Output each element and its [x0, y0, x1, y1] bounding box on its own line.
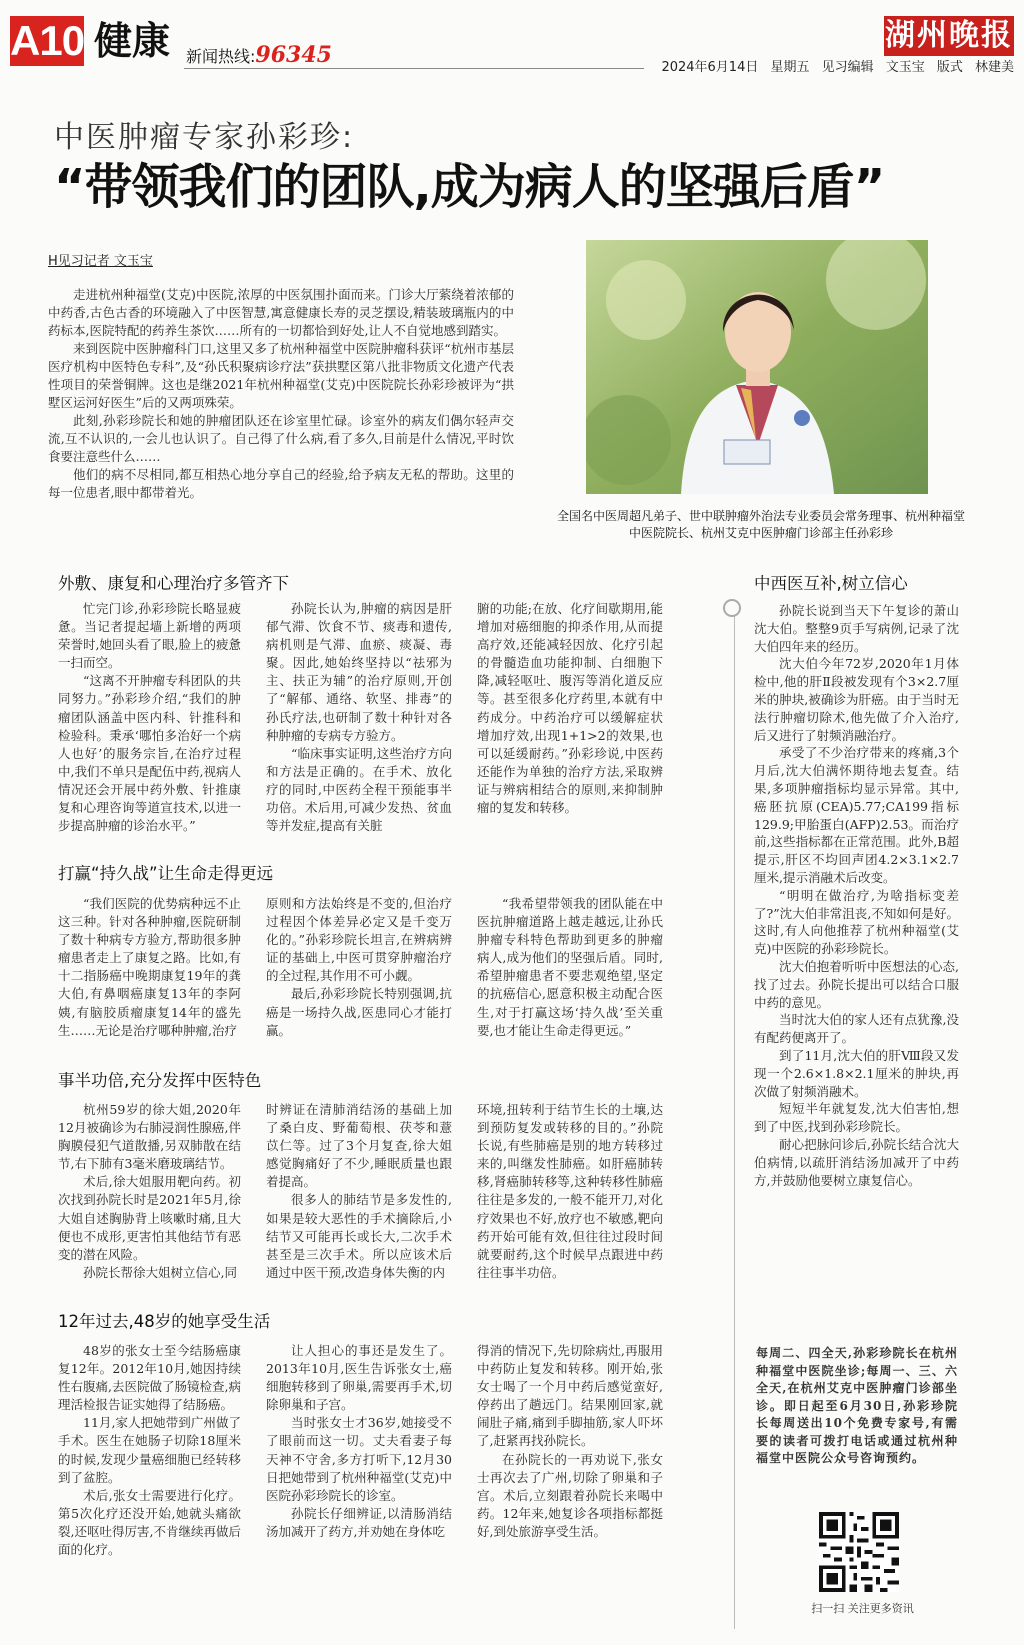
paragraph: 环境,扭转利于结节生长的土壤,达到预防复发或转移的目的。”孙院长说,有些肺癌是别的地方转移过来的,叫继发性肺癌。如肝癌肺转移,肾癌肺转移等,这种转移性肺癌往往是多发的,一般不能开刀,对化疗效果也不好,放疗也不敏感,靶向药开始可能有效,但往往过段时间就要耐药,这个时候早点跟进中药往往事半功倍。 [477, 1102, 663, 1280]
paragraph: 承受了不少治疗带来的疼痛,3个月后,沈大伯满怀期待地去复查。结果,多项肿瘤指标均显示异常。其中,癌胚抗原(CEA)5.77;CA199指标129.9;甲胎蛋白(AFP)2.53。而治疗前,这些指标都在正常范围。此外,B超提示,肝区不均回声团4.2×3.1×2.7厘米,提示消融术后改变。 [754, 745, 959, 885]
paragraph: “这离不开肿瘤专科团队的共同努力。”孙彩珍介绍,“我们的肿瘤团队涵盖中医内科、针推科和检验科。秉承‘哪怕多治好一个病人也好’的服务宗旨,在治疗过程中,我们不单只是配伍中药,视病人情况还会开展中药外敷、针推康复和心理咨询等道宣技术,以进一步提高肿瘤的诊治水平。” [58, 673, 241, 834]
paragraph: 沈大伯今年72岁,2020年1月体检中,他的肝Ⅱ段被发现有个3×2.7厘米的肿块,被确诊为肝癌。由于当时无法行肿瘤切除术,他先做了介入治疗,后又进行了射频消融治疗。 [754, 656, 959, 743]
page-number-tag: A10 [10, 17, 85, 64]
article-column [58, 600, 241, 835]
divider-circle-icon [723, 599, 741, 617]
paragraph: 孙院长说到当天下午复诊的萧山沈大伯。整整9页手写病例,记录了沈大伯四年来的经历。 [754, 603, 959, 654]
paragraph: 术后,徐大姐服用靶向药。初次找到孙院长时是2021年5月,徐大姐自述胸胁背上咳嗽时痛,且大便也不成形,更害怕其他结节有恶变的潜在风险。 [58, 1174, 241, 1262]
paragraph: 术后,张女士需要进行化疗。第5次化疗还没开始,她就头痛欲裂,还呕吐得厉害,不肯继续再做后面的化疗。 [58, 1487, 241, 1558]
sidebar-heading: 中西医互补,树立信心 [754, 574, 908, 593]
portrait-illustration [586, 240, 928, 494]
paragraph: 沈大伯抱着听听中医想法的心态,找了过去。孙院长提出可以结合口服中药的意见。 [754, 958, 959, 1010]
paragraph: 很多人的肺结节是多发性的,如果是较大恶性的手术摘除后,小结节又可能再长或长大,二次手术甚至是三次手术。所以应该术后通过中医干预,改造身体失衡的内 [266, 1192, 452, 1280]
paragraph: “我们医院的优势病种远不止这三种。针对各种肿瘤,医院研制了数十种病专方验方,帮助很多肿瘤患者走上了康复之路。比如,有十二指肠癌中晚期康复19年的龚大伯,有鼻咽癌康复13年的李阿姨,有脑胶质瘤康复14年的盛先生……无论是治疗哪种肿瘤,治疗 [58, 896, 241, 1038]
lead-paragraph: 此刻,孙彩珍院长和她的肿瘤团队还在诊室里忙碌。诊室外的病友们偶尔轻声交流,互不认识的,一会儿也认识了。自己得了什么病,看了多久,目前是什么情况,平时饮食要注意些什么…… [48, 413, 514, 464]
paragraph: 到了11月,沈大伯的肝Ⅷ段又发现一个2.6×1.8×2.1厘米的肿块,再次做了射频消融术。 [754, 1047, 959, 1099]
byline: H见习记者 文玉宝 [48, 254, 153, 269]
headline-kicker: 中医肿瘤专家孙彩珍: [54, 120, 355, 155]
paragraph: 短短半年就复发,沈大伯害怕,想到了中医,找到孙彩珍院长。 [754, 1101, 959, 1135]
article-column [58, 1101, 241, 1282]
article-column [477, 1342, 663, 1541]
hotline-number: 96345 [255, 42, 332, 68]
article-column [477, 1101, 663, 1282]
article-column [266, 1101, 452, 1282]
qr-code-icon[interactable] [819, 1512, 899, 1592]
paragraph: 原则和方法始终是不变的,但治疗过程因个体差异必定又是千变万化的。”孙彩珍院长坦言,在辨病辨证的基础上,中医可贯穿肿瘤治疗的全过程,其作用不可小觑。 [266, 896, 452, 984]
paragraph: 得消的情况下,先切除病灶,再服用中药防止复发和转移。刚开始,张女士喝了一个月中药后感觉蛮好,停药出了趟远门。结果刚回家,就闹肚子痛,痛到手脚抽筋,家人吓坏了,赶紧再找孙院长。 [477, 1343, 663, 1449]
article-column [477, 895, 663, 1040]
section-heading: 12年过去,48岁的她享受生活 [58, 1312, 271, 1331]
paragraph: 忙完门诊,孙彩珍院长略显疲惫。当记者提起墙上新增的两项荣誉时,她回头看了眼,脸上的疲惫一扫而空。 [58, 601, 241, 671]
section-name: 健康 [94, 19, 171, 63]
paragraph: 杭州59岁的徐大姐,2020年12月被确诊为右肺浸润性腺癌,伴胸膜侵犯气道散播,另双肺散在结节,右下肺有3毫米磨玻璃结节。 [58, 1102, 241, 1172]
article-column [266, 895, 452, 1040]
paragraph: 耐心把脉问诊后,孙院长结合沈大伯病情,以疏肝消结汤加减开了中药方,并鼓励他要树立康复信心。 [754, 1136, 959, 1188]
doctor-portrait-photo [586, 240, 928, 494]
article-column [477, 600, 663, 817]
article-column [266, 600, 452, 835]
article-column [58, 1342, 241, 1559]
article-column [58, 895, 241, 1040]
headline-title: “带领我们的团队,成为病人的坚强后盾” [54, 159, 885, 215]
lead-paragraph: 他们的病不尽相同,都互相热心地分享自己的经验,给予病友无私的帮助。这里的每一位患者,眼中都带着光。 [48, 467, 514, 500]
section-heading: 外敷、康复和心理治疗多管齐下 [58, 574, 289, 593]
column-divider [734, 604, 735, 1629]
article-column [266, 1342, 452, 1541]
header-rule [184, 68, 644, 69]
hotline [186, 42, 332, 68]
paragraph: 腑的功能;在放、化疗间歇期用,能增加对癌细胞的抑杀作用,从而提高疗效,还能减轻因放、化疗引起的骨髓造血功能抑制、白细胞下降,减轻呕吐、腹泻等消化道反应等。甚至很多化疗药里,本就有中药成分。中药治疗可以缓解症状增加疗效,出现1+1>2的效果,也可以延缓耐药。”孙彩珍说,中医药还能作为单独的治疗方法,采取辨证与辨病相结合的原则,来抑制肿瘤的复发和转移。 [477, 601, 663, 816]
section-heading: 事半功倍,充分发挥中医特色 [58, 1071, 262, 1090]
paragraph: “临床事实证明,这些治疗方向和方法是正确的。在手术、放化疗的同时,中医药全程干预能事半功倍。术后用,可减少发热、贫血等并发症,提高有关脏 [266, 745, 452, 834]
paragraph: 48岁的张女士至今结肠癌康复12年。2012年10月,她因持续性右腹痛,去医院做了肠镜检查,病理活检报告证实她得了结肠癌。 [58, 1343, 241, 1413]
sidebar-column [754, 602, 959, 1189]
paragraph: “我希望带领我的团队能在中医抗肿瘤道路上越走越远,让孙氏肿瘤专科特色帮助到更多的肿瘤病人,成为他们的坚强后盾。同时,希望肿瘤患者不要悲观绝望,坚定的抗癌信心,愿意积极主动配合医生,对于打赢这场‘持久战’至关重要,也才能让生命走得更远。” [477, 896, 663, 1038]
qr-caption: 扫一扫 关注更多资讯 [811, 1602, 914, 1615]
section-heading: 打赢“持久战”让生命走得更远 [58, 864, 274, 883]
paragraph: “明明在做治疗,为啥指标变差了?”沈大伯非常沮丧,不知如何是好。这时,有人向他推荐了杭州种福堂(艾克)中医院的孙彩珍院长。 [754, 887, 959, 957]
paragraph: 孙院长仔细辨证,以清肠消结汤加减开了药方,并劝她在身体吃 [266, 1505, 452, 1539]
paragraph: 当时张女士才36岁,她接受不了眼前而这一切。丈夫看妻子每天神不守舍,多方打听下,12月30日把她带到了杭州种福堂(艾克)中医院孙彩珍院长的诊室。 [266, 1415, 452, 1503]
paragraph: 当时沈大伯的家人还有点犹豫,没有配药便离开了。 [754, 1012, 959, 1046]
photo-caption: 全国名中医周超凡弟子、世中联肿瘤外治法专业委员会常务理事、杭州种福堂中医院院长、杭州艾克中医肿瘤门诊部主任孙彩珍 [556, 509, 965, 540]
hotline-label: 新闻热线: [186, 47, 256, 66]
lead-paragraph: 走进杭州种福堂(艾克)中医院,浓厚的中医氛围扑面而来。门诊大厅萦绕着浓郁的中药香,古色古香的环境融入了中医智慧,寓意健康长寿的灵芝摆设,精装玻璃瓶内的中药标本,医院特配的药养生茶饮……所有的一切都恰到好处,让人不自觉地感到踏实。 [48, 287, 514, 338]
paragraph: 在孙院长的一再劝说下,张女士再次去了广州,切除了卵巢和子宫。术后,立刻跟着孙院长来喝中药。12年来,她复诊各项指标都挺好,到处旅游享受生活。 [477, 1451, 663, 1539]
paragraph: 孙院长帮徐大姐树立信心,同 [83, 1264, 237, 1280]
paragraph: 11月,家人把她带到广州做了手术。医生在她肠子切除18厘米的时候,发现少量癌细胞已经转移到了盆腔。 [58, 1415, 241, 1485]
paragraph: 时辨证在清肺消结汤的基础上加了桑白皮、野葡萄根、茯苓和薏苡仁等。过了3个月复查,徐大姐感觉胸痛好了不少,睡眠质量也跟着提高。 [266, 1102, 452, 1190]
lead-paragraph: 来到医院中医肿瘤科门口,这里又多了杭州种福堂中医院肿瘤科获评“杭州市基层医疗机构中医特色专科”,及“孙氏积聚病诊疗法”获拱墅区第八批非物质文化遗产代表性项目的荣誉铜牌。这也是继2021年杭州种福堂(艾克)中医院院长孙彩珍被评为“拱墅区运河好医生”后的又两项殊荣。 [48, 341, 514, 410]
paragraph: 孙院长认为,肿瘤的病因是肝郁气滞、饮食不节、痰毒和遗传,病机则是气滞、血瘀、痰凝、毒聚。因此,她始终坚持以“祛邪为主、扶正为辅”的治疗原则,开创了“解郁、通络、软坚、排毒”的孙氏疗法,也研制了数十种针对各种肿瘤的专病专方验方。 [266, 601, 452, 743]
issue-meta: 2024年6月14日 星期五 见习编辑 文玉宝 版式 林建美 [661, 60, 1014, 75]
newspaper-logo: 湖州晚报 [884, 16, 1014, 56]
lead-text [48, 286, 514, 502]
paragraph: 让人担心的事还是发生了。2013年10月,医生告诉张女士,癌细胞转移到了卵巢,需要再手术,切除卵巢和子宫。 [266, 1343, 452, 1413]
paragraph: 最后,孙彩珍院长特别强调,抗癌是一场持久战,医患同心才能打赢。 [266, 986, 452, 1038]
consultation-notice: 每周二、四全天,孙彩珍院长在杭州种福堂中医院坐诊;每周一、三、六全天,在杭州艾克中医肿瘤门诊部坐诊。即日起至6月30日,孙彩珍院长每周送出10个免费专家号,有需要的读者可拨打电话或通过杭州种福堂中医院公众号咨询预约。 [756, 1346, 958, 1465]
